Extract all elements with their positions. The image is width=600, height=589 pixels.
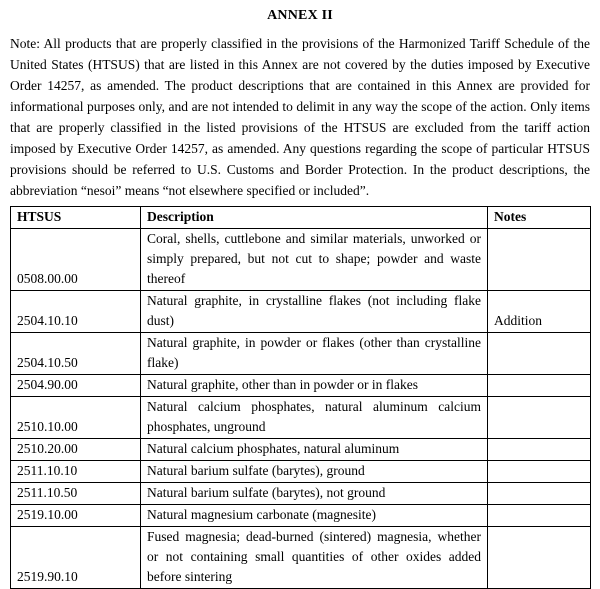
table-row [11,439,591,461]
htsus-code: 2510.10.00 [11,397,141,439]
table-row [11,333,591,375]
column-header-description: Description [141,207,488,229]
htsus-code: 2519.90.10 [11,527,141,589]
table-row [11,527,591,589]
htsus-code: 2504.90.00 [11,375,141,397]
column-header-notes: Notes [488,207,591,229]
description-cell: Natural calcium phosphates, natural aluminum calcium phosphates, unground [141,397,488,439]
htsus-code: 2504.10.10 [11,291,141,333]
notes-cell [488,461,591,483]
notes-cell [488,397,591,439]
note-paragraph: Note: All products that are properly classified in the provisions of the Harmonized Tariff Schedule of the United States (HTSUS) that are listed in this Annex are not covered by the duties imposed by Executive Order 14257, as amended. The product descriptions that are contained in this Annex are provided for informational purposes only, and are not intended to delimit in any way the scope of the action. Only items that are properly classified in the listed provisions of the HTSUS are excluded from the tariff action imposed by Executive Order 14257, as amended. Any questions regarding the scope of particular HTSUS provisions should be referred to U.S. Customs and Border Protection. In the product descriptions, the abbreviation “nesoi” means “not elsewhere specified or included”. [10,36,590,198]
table-row [11,229,591,291]
description-cell: Natural graphite, other than in powder or in flakes [141,375,488,397]
description-cell: Natural graphite, in powder or flakes (other than crystalline flake) [141,333,488,375]
notes-cell [488,229,591,291]
notes-cell [488,375,591,397]
description-cell: Natural barium sulfate (barytes), ground [141,461,488,483]
notes-cell [488,527,591,589]
htsus-code: 2519.10.00 [11,505,141,527]
table-row [11,397,591,439]
page-title: ANNEX II [267,8,333,23]
notes-cell [488,483,591,505]
description-cell: Fused magnesia; dead-burned (sintered) magnesia, whether or not containing small quantities of other oxides added before sintering [141,527,488,589]
htsus-code: 2511.10.10 [11,461,141,483]
column-header-htsus: HTSUS [11,207,141,229]
htsus-code: 2510.20.00 [11,439,141,461]
notes-cell: Addition [488,291,591,333]
description-cell: Coral, shells, cuttlebone and similar materials, unworked or simply prepared, but not cut to shape; powder and waste thereof [141,229,488,291]
description-cell: Natural magnesium carbonate (magnesite) [141,505,488,527]
description-cell: Natural graphite, in crystalline flakes (not including flake dust) [141,291,488,333]
table-row [11,375,591,397]
description-cell: Natural calcium phosphates, natural aluminum [141,439,488,461]
htsus-code: 2511.10.50 [11,483,141,505]
table-row [11,461,591,483]
table-row [11,291,591,333]
htsus-code: 0508.00.00 [11,229,141,291]
notes-cell [488,333,591,375]
description-cell: Natural barium sulfate (barytes), not ground [141,483,488,505]
table-row [11,505,591,527]
table-body [11,229,591,589]
notes-cell [488,439,591,461]
htsus-table [10,206,591,589]
table-row [11,483,591,505]
htsus-code: 2504.10.50 [11,333,141,375]
table-header-row [11,207,591,229]
notes-cell [488,505,591,527]
